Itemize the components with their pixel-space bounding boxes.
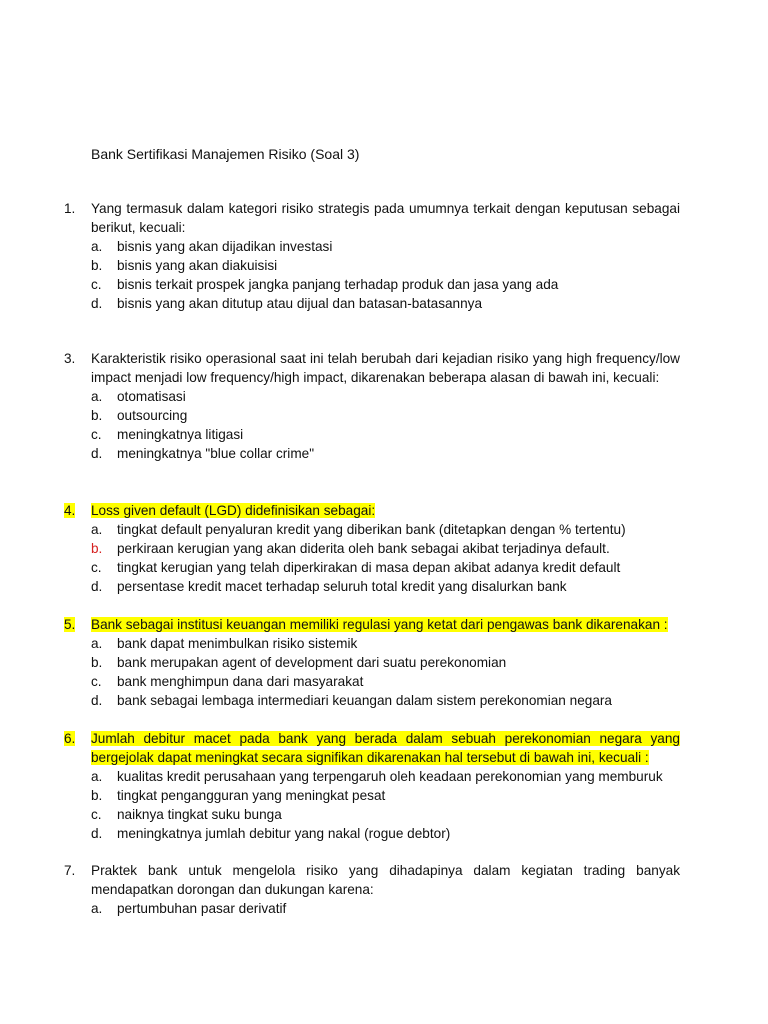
document-title: Bank Sertifikasi Manajemen Risiko (Soal 3) (91, 146, 360, 162)
option-letter: a. (91, 769, 103, 784)
option-text: pertumbuhan pasar derivatif (117, 901, 287, 916)
option-item (64, 444, 680, 463)
question-number: 5. (64, 617, 76, 632)
option-item (64, 899, 680, 918)
option-item (64, 558, 680, 577)
option-letter: c. (91, 277, 102, 292)
option-letter: b. (91, 655, 103, 670)
question-text: Jumlah debitur macet pada bank yang berada dalam sebuah perekonomian negara yang bergejolak dapat meningkat secara signifikan dikarenakan hal tersebut di bawah ini, kecuali : (91, 731, 680, 765)
option-item (64, 805, 680, 824)
option-item (64, 786, 680, 805)
question-6 (64, 729, 680, 843)
option-text: bisnis yang akan diakuisisi (117, 258, 278, 273)
option-letter: b. (91, 258, 103, 273)
option-letter: a. (91, 389, 103, 404)
option-item (64, 275, 680, 294)
option-text: tingkat default penyaluran kredit yang diberikan bank (ditetapkan dengan % tertentu) (117, 522, 626, 537)
question-3 (64, 349, 680, 463)
option-item (64, 653, 680, 672)
option-letter: a. (91, 901, 103, 916)
option-item (64, 237, 680, 256)
option-letter: c. (91, 427, 102, 442)
question-1 (64, 199, 680, 313)
option-letter: d. (91, 446, 103, 461)
question-text: Bank sebagai institusi keuangan memiliki regulasi yang ketat dari pengawas bank dikarenakan : (91, 617, 668, 632)
option-letter: a. (91, 239, 103, 254)
option-letter: c. (91, 807, 102, 822)
option-letter: c. (91, 674, 102, 689)
option-text: outsourcing (117, 408, 188, 423)
question-number: 3. (64, 351, 76, 366)
option-text: meningkatnya jumlah debitur yang nakal (rogue debtor) (117, 826, 451, 841)
option-text: bank merupakan agent of development dari suatu perekonomian (117, 655, 507, 670)
option-item (64, 577, 680, 596)
question-text: Yang termasuk dalam kategori risiko strategis pada umumnya terkait dengan keputusan sebagai berikut, kecuali: (91, 201, 680, 235)
option-text: bisnis yang akan dijadikan investasi (117, 239, 333, 254)
option-letter: a. (91, 522, 103, 537)
option-item (64, 539, 680, 558)
option-letter: a. (91, 636, 103, 651)
option-text: bank sebagai lembaga intermediari keuangan dalam sistem perekonomian negara (117, 693, 612, 708)
option-text: kualitas kredit perusahaan yang terpengaruh oleh keadaan perekonomian yang memburuk (117, 769, 663, 784)
question-number: 7. (64, 863, 76, 878)
option-item (64, 256, 680, 275)
question-7 (64, 861, 680, 918)
option-item (64, 406, 680, 425)
option-text: tingkat kerugian yang telah diperkirakan di masa depan akibat adanya kredit default (117, 560, 621, 575)
option-item (64, 387, 680, 406)
question-5 (64, 615, 680, 710)
option-letter: b. (91, 788, 103, 803)
option-text: tingkat pengangguran yang meningkat pesat (117, 788, 386, 803)
question-text: Loss given default (LGD) didefinisikan sebagai: (91, 503, 376, 518)
question-number: 6. (64, 731, 76, 746)
option-item (64, 294, 680, 313)
option-letter: b. (91, 408, 103, 423)
option-text: meningkatnya litigasi (117, 427, 244, 442)
option-text: naiknya tingkat suku bunga (117, 807, 282, 822)
option-item (64, 672, 680, 691)
option-letter: d. (91, 296, 103, 311)
option-item (64, 691, 680, 710)
option-text: bank dapat menimbulkan risiko sistemik (117, 636, 358, 651)
option-letter: d. (91, 826, 103, 841)
option-text: otomatisasi (117, 389, 186, 404)
question-text: Praktek bank untuk mengelola risiko yang dihadapinya dalam kegiatan trading banyak mendapatkan dorongan dan dukungan karena: (91, 863, 680, 897)
question-number: 4. (64, 503, 76, 518)
question-number: 1. (64, 201, 76, 216)
option-text: meningkatnya "blue collar crime" (117, 446, 315, 461)
option-item (64, 520, 680, 539)
option-item (64, 824, 680, 843)
question-4 (64, 501, 680, 596)
option-letter: c. (91, 560, 102, 575)
question-text: Karakteristik risiko operasional saat ini telah berubah dari kejadian risiko yang high frequency/low impact menjadi low frequency/high impact, dikarenakan beberapa alasan di bawah ini, kecuali: (91, 351, 680, 385)
option-text: perkiraan kerugian yang akan diderita oleh bank sebagai akibat terjadinya default. (117, 541, 610, 556)
option-item (64, 425, 680, 444)
option-letter: d. (91, 579, 103, 594)
option-item (64, 634, 680, 653)
option-item (64, 767, 680, 786)
option-text: persentase kredit macet terhadap seluruh total kredit yang disalurkan bank (117, 579, 567, 594)
option-text: bisnis terkait prospek jangka panjang terhadap produk dan jasa yang ada (117, 277, 559, 292)
option-text: bank menghimpun dana dari masyarakat (117, 674, 364, 689)
option-letter: d. (91, 693, 103, 708)
option-text: bisnis yang akan ditutup atau dijual dan batasan-batasannya (117, 296, 483, 311)
answer-option-letter: b. (91, 541, 103, 556)
